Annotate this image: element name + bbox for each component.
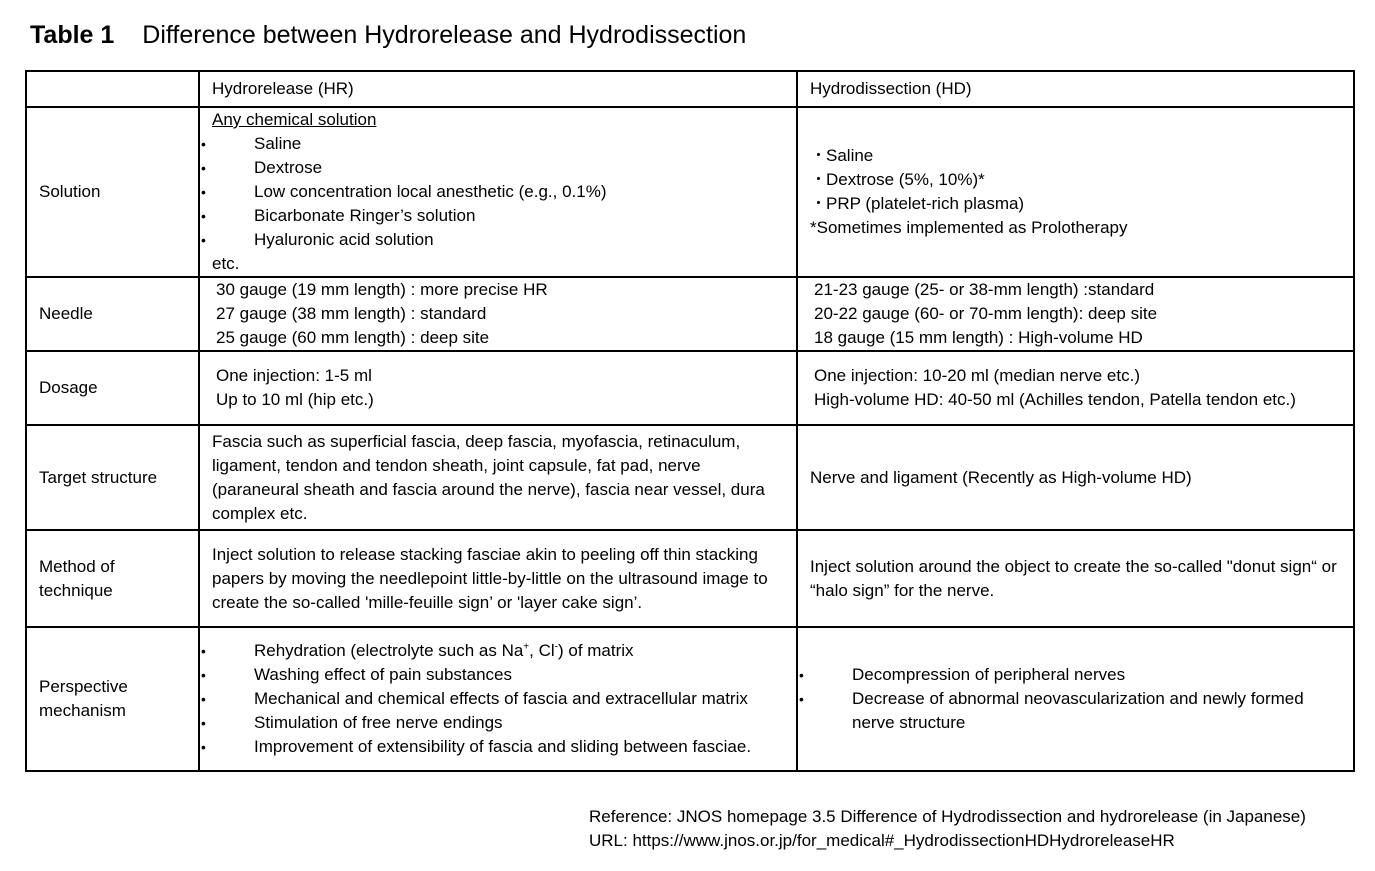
list-item: • Bicarbonate Ringer’s solution [200,204,790,228]
hr-perspective-list [200,639,796,759]
row-dosage [26,351,1354,425]
cell-hd-method: Inject solution around the object to create the so-called "donut sign“ or “halo sign” for the nerve. [797,530,1354,627]
text-line: One injection: 1-5 ml [216,366,372,385]
list-item: ・Saline [810,144,1347,168]
cell-hd-dosage [797,351,1354,425]
dot-icon: ・ [810,194,827,213]
row-label-method [26,530,199,627]
list-item: • Mechanical and chemical effects of fascia and extracellular matrix [200,687,796,711]
hr-solution-etc: etc. [212,254,240,273]
row-target [26,425,1354,530]
row-label-dosage: Dosage [26,351,199,425]
text-line: 20-22 gauge (60- or 70-mm length): deep site [814,304,1158,323]
header-row [26,71,1354,107]
hr-solution-heading: Any chemical solution [212,110,377,129]
cell-hd-solution [797,107,1354,277]
text-line: 27 gauge (38 mm length) : standard [216,304,487,323]
label-line: Method of [39,556,115,576]
row-label-target: Target structure [26,425,199,530]
label-line: mechanism [39,701,126,720]
row-label-needle: Needle [26,277,199,351]
cell-hr-solution [199,107,797,277]
row-label-solution: Solution [26,107,199,277]
dot-icon: ・ [810,170,827,189]
hd-perspective-list [798,663,1353,735]
list-item: • Dextrose [200,156,790,180]
list-item: • Washing effect of pain substances [200,663,796,687]
header-cell-hd: Hydrodissection (HD) [797,71,1354,107]
text-line: One injection: 10-20 ml (median nerve etc.) [814,366,1140,385]
row-method [26,530,1354,627]
label-line: technique [39,580,113,600]
reference-text: Reference: JNOS homepage 3.5 Difference of Hydrodissection and hydrorelease (in Japanese) [589,807,1306,826]
table-title [30,18,746,52]
header-cell-empty [26,71,199,107]
list-item: • Hyaluronic acid solution [200,228,790,252]
table-caption: Difference between Hydrorelease and Hydrodissection [142,21,747,49]
cell-hr-needle [199,277,797,351]
row-label-perspective [26,627,199,771]
row-perspective [26,627,1354,771]
label-line: Perspective [39,677,128,696]
cell-hr-target: Fascia such as superficial fascia, deep fascia, myofascia, retinaculum, ligament, tendon and tendon sheath, joint capsule, fat pad, nerve (paraneural sheath and fascia around the nerve), fascia near vessel, dura complex etc. [199,425,797,530]
cell-hd-perspective [797,627,1354,771]
list-item: • Saline [200,132,790,156]
row-needle [26,277,1354,351]
cell-hd-target: Nerve and ligament (Recently as High-volume HD) [797,425,1354,530]
list-item: • Rehydration (electrolyte such as Na+, Cl-) of matrix [200,639,796,663]
list-item: ・PRP (platelet-rich plasma) [810,192,1347,216]
list-item: • Improvement of extensibility of fascia and sliding between fasciae. [200,735,796,759]
list-item: • Decrease of abnormal neovascularization and newly formed nerve structure [798,687,1353,735]
hd-solution-note: *Sometimes implemented as Prolotherapy [810,218,1128,237]
header-cell-hr: Hydrorelease (HR) [199,71,797,107]
table-number: Table 1 [30,21,115,49]
text-line: High-volume HD: 40-50 ml (Achilles tendon, Patella tendon etc.) [814,390,1296,409]
text-line: 21-23 gauge (25- or 38-mm length) :standard [814,280,1155,299]
cell-hr-perspective [199,627,797,771]
cell-hr-method: Inject solution to release stacking fasciae akin to peeling off thin stacking papers by moving the needlepoint little-by-little on the ultrasound image to create the so-called 'mille-feuille sign’ or 'layer cake sign’. [199,530,797,627]
dot-icon: ・ [810,146,827,165]
cell-hr-dosage [199,351,797,425]
list-item: ・Dextrose (5%, 10%)* [810,168,1347,192]
row-solution [26,107,1354,277]
list-item: • Stimulation of free nerve endings [200,711,796,735]
text-line: Up to 10 ml (hip etc.) [216,390,374,409]
text-line: 25 gauge (60 mm length) : deep site [216,328,490,347]
reference-url: URL: https://www.jnos.or.jp/for_medical#_HydrodissectionHDHydroreleaseHR [589,831,1175,850]
list-item: • Decompression of peripheral nerves [798,663,1353,687]
text-line: 18 gauge (15 mm length) : High-volume HD [814,328,1143,347]
list-item: • Low concentration local anesthetic (e.g., 0.1%) [200,180,790,204]
cell-hd-needle [797,277,1354,351]
hr-solution-list [200,132,790,252]
comparison-table [25,70,1355,772]
text-line: 30 gauge (19 mm length) : more precise HR [216,280,548,299]
footer [589,805,1306,853]
